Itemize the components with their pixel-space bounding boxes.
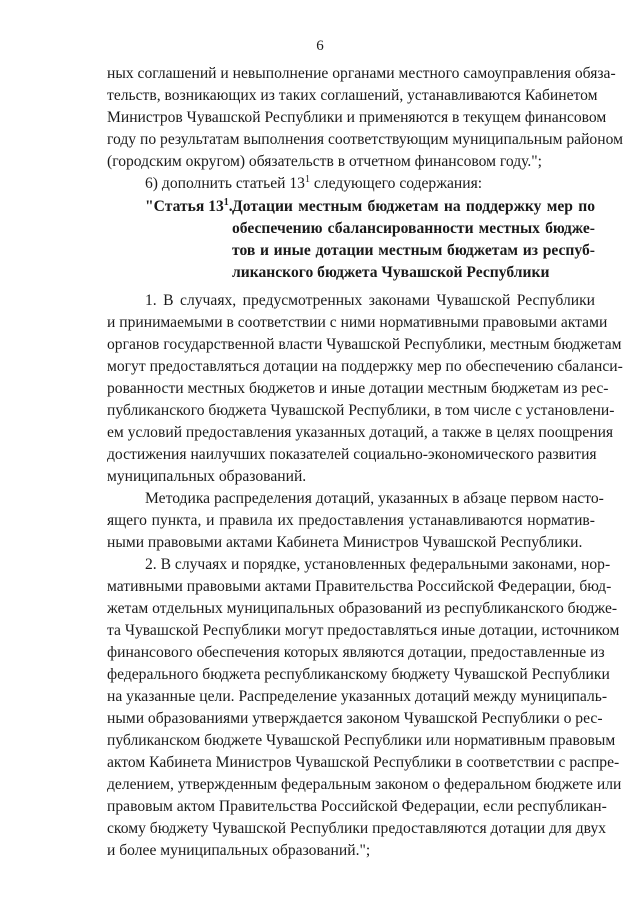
text-line: 1. В случаях, предусмотренных законами Чувашской Республики <box>145 292 595 309</box>
text-line: мативными правовыми актами Правительства Российской Федерации, бюд- <box>107 578 612 595</box>
text-line: на указанные цели. Распределение указанных дотаций между муниципаль- <box>107 688 608 705</box>
article-title-line: тов и иные дотации местным бюджетам из респуб- <box>232 242 595 259</box>
text-line: тельств, возникающих из таких соглашений, устанавливаются Кабинетом <box>107 87 598 104</box>
text-line: достижения наилучших показателей социально-экономического развития <box>107 446 597 463</box>
text-line: публиканском бюджете Чувашской Республики или нормативным правовым <box>107 732 616 749</box>
amendment-item-suffix: следующего содержания: <box>309 175 483 192</box>
text-line: Министров Чувашской Республики и применяются в текущем финансовом <box>107 109 607 126</box>
text-line: публиканского бюджета Чувашской Республики, в том числе с установлени- <box>107 402 615 419</box>
page-number: 6 <box>316 38 324 54</box>
text-line: правовым актом Правительства Российской Федерации, если республикан- <box>107 798 607 815</box>
text-line: (городским округом) обязательств в отчетном финансовом году."; <box>107 153 543 170</box>
text-line: могут предоставляться дотации на поддержку мер по обеспечению сбаланси- <box>107 358 623 375</box>
article-title-line: ликанского бюджета Чувашской Республики <box>232 264 550 281</box>
article-title-line: обеспечению сбалансированности местных бюдже- <box>232 220 595 237</box>
text-line: делением, утвержденным федеральным законом о федеральном бюджете или <box>107 776 622 793</box>
amendment-item-sup: 1 <box>304 173 310 185</box>
text-line: ными правовыми актами Кабинета Министров Чувашской Республики. <box>107 534 583 551</box>
text-line: жетам отдельных муниципальных образований из республиканского бюдже- <box>107 600 618 617</box>
text-line: та Чувашской Республики могут предоставляться иные дотации, источником <box>107 622 620 639</box>
text-line: ем условий предоставления указанных дотаций, а также в целях поощрения <box>107 424 614 441</box>
article-label-suffix: . <box>228 198 233 215</box>
text-line: федерального бюджета республиканскому бюджету Чувашской Республики <box>107 666 610 683</box>
text-line: ящего пункта, и правила их предоставления устанавливаются норматив- <box>107 512 595 529</box>
article-label-prefix: "Статья 13 <box>145 198 224 215</box>
amendment-item-prefix: 6) дополнить статьей 13 <box>145 175 305 192</box>
text-line: финансового обеспечения которых являются дотации, предоставленные из <box>107 644 605 661</box>
text-line: и принимаемыми в соответствии с ними нормативными правовыми актами <box>107 314 608 331</box>
article-label <box>145 197 233 217</box>
amendment-item <box>145 174 595 194</box>
text-line: скому бюджету Чувашской Республики предоставляются дотации для двух <box>107 820 607 837</box>
text-line: муниципальных образований. <box>107 468 307 485</box>
text-line: 2. В случаях и порядке, установленных федеральными законами, нор- <box>145 556 611 573</box>
text-line: ными образованиями утверждается законом Чувашской Республики о рес- <box>107 710 603 727</box>
text-line: актом Кабинета Министров Чувашской Республики в соответствии с распре- <box>107 754 620 771</box>
text-line: и более муниципальных образований."; <box>107 842 371 859</box>
article-label-sup: 1 <box>223 196 229 208</box>
text-line: органов государственной власти Чувашской Республики, местным бюджетам <box>107 336 622 353</box>
text-line: ных соглашений и невыполнение органами местного самоуправления обяза- <box>107 65 616 82</box>
text-line: году по результатам выполнения соответствующим муниципальным районом <box>107 131 623 148</box>
text-line: рованности местных бюджетов и иные дотации местным бюджетам из рес- <box>107 380 609 397</box>
text-line: Методика распределения дотаций, указанных в абзаце первом насто- <box>145 490 604 507</box>
article-title-line: Дотации местным бюджетам на поддержку мер по <box>232 198 595 215</box>
